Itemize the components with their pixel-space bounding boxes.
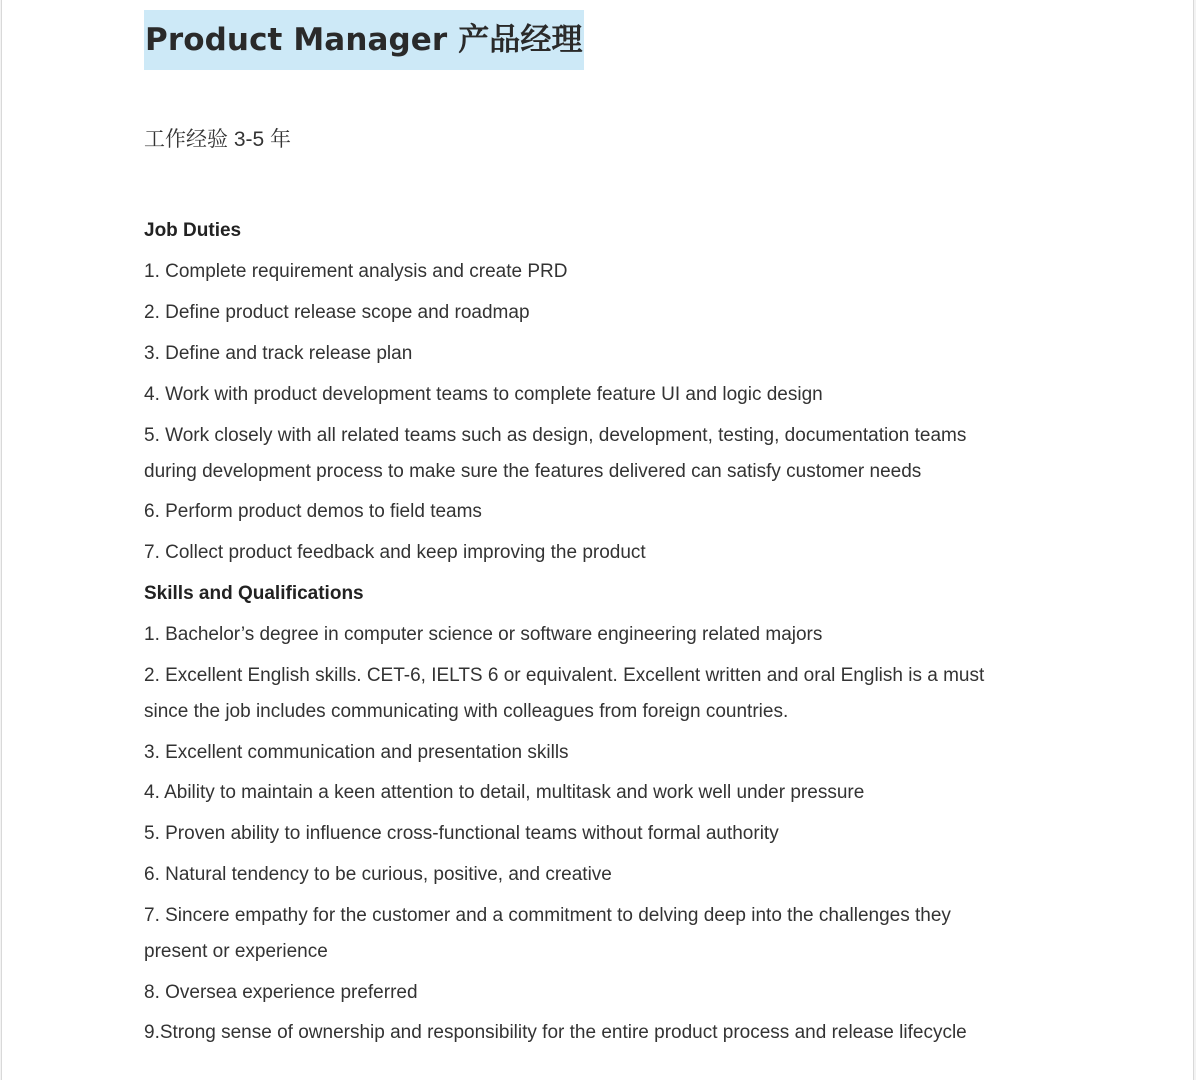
page-title: Product Manager 产品经理 bbox=[144, 10, 584, 70]
item-line: 7. Collect product feedback and keep improving the product bbox=[144, 542, 646, 563]
item-line: 2. Define product release scope and roadmap bbox=[144, 302, 530, 323]
item-line: during development process to make sure the features delivered can satisfy customer needs bbox=[144, 461, 922, 482]
qualification-item bbox=[144, 658, 1034, 730]
job-duty-item bbox=[144, 336, 1034, 372]
qualification-item bbox=[144, 1015, 1034, 1051]
job-duty-item bbox=[144, 254, 1034, 290]
qualification-item bbox=[144, 775, 1034, 811]
item-line: 1. Complete requirement analysis and create PRD bbox=[144, 261, 568, 282]
item-line: 5. Proven ability to influence cross-functional teams without formal authority bbox=[144, 823, 779, 844]
section-heading-skills: Skills and Qualifications bbox=[144, 583, 364, 604]
qualification-item bbox=[144, 898, 1034, 970]
job-duty-item bbox=[144, 418, 1034, 490]
qualification-item bbox=[144, 816, 1034, 852]
item-line: 2. Excellent English skills. CET-6, IELTS 6 or equivalent. Excellent written and oral English is a must bbox=[144, 665, 985, 686]
job-duty-item bbox=[144, 377, 1034, 413]
item-line: 5. Work closely with all related teams such as design, development, testing, documentation teams bbox=[144, 425, 967, 446]
item-line: 4. Work with product development teams to complete feature UI and logic design bbox=[144, 384, 823, 405]
qualification-item bbox=[144, 975, 1034, 1011]
item-line: 4. Ability to maintain a keen attention to detail, multitask and work well under pressure bbox=[144, 782, 865, 803]
qualification-item bbox=[144, 735, 1034, 771]
item-line: 3. Excellent communication and presentation skills bbox=[144, 742, 569, 763]
qualification-item bbox=[144, 857, 1034, 893]
item-line: 9.Strong sense of ownership and responsibility for the entire product process and release lifecycle bbox=[144, 1022, 967, 1043]
item-line: 6. Natural tendency to be curious, positive, and creative bbox=[144, 864, 612, 885]
item-line: 1. Bachelor’s degree in computer science or software engineering related majors bbox=[144, 624, 823, 645]
item-line: 8. Oversea experience preferred bbox=[144, 982, 418, 1003]
job-duty-item bbox=[144, 295, 1034, 331]
document-page bbox=[1, 0, 1194, 1080]
item-line: 3. Define and track release plan bbox=[144, 343, 413, 364]
item-line: 7. Sincere empathy for the customer and a commitment to delving deep into the challenges they bbox=[144, 905, 951, 926]
item-line: since the job includes communicating with colleagues from foreign countries. bbox=[144, 701, 789, 722]
item-line: present or experience bbox=[144, 941, 328, 962]
job-duty-item bbox=[144, 494, 1034, 530]
experience-requirement: 工作经验 3-5 年 bbox=[144, 128, 292, 151]
qualification-item bbox=[144, 617, 1034, 653]
item-line: 6. Perform product demos to field teams bbox=[144, 501, 482, 522]
job-duty-item bbox=[144, 535, 1034, 571]
section-heading-job-duties: Job Duties bbox=[144, 220, 242, 241]
